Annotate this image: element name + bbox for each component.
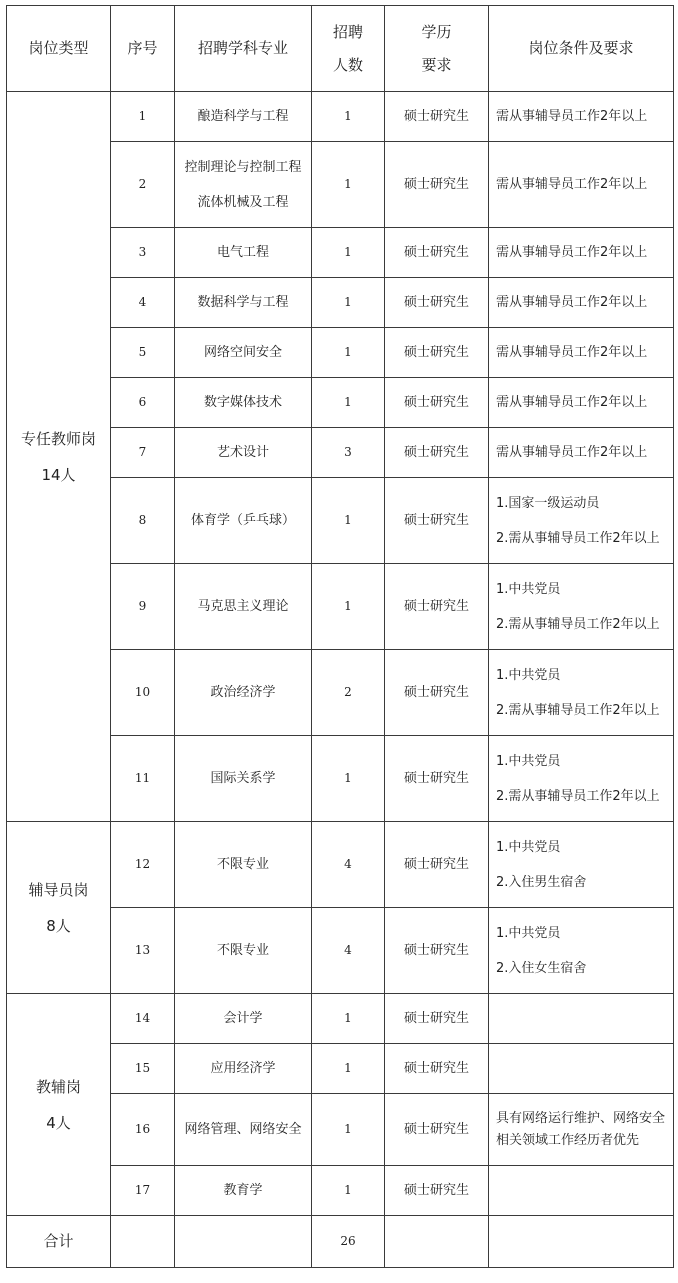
requirement-line: 2.需从事辅导员工作2年以上 (496, 788, 660, 804)
requirement-cell (489, 1094, 674, 1166)
seq-cell: 11 (111, 736, 175, 822)
requirement-line: 2.需从事辅导员工作2年以上 (496, 616, 660, 632)
major-cell (175, 908, 312, 994)
header-row (7, 6, 674, 92)
count-cell: 1 (312, 1094, 385, 1166)
recruitment-table (6, 5, 674, 1268)
requirement-cell (489, 736, 674, 822)
total-seq-empty (111, 1216, 175, 1268)
major-line: 数据科学与工程 (197, 295, 289, 310)
major-cell (175, 994, 312, 1044)
col-header-edu-line1: 学历 (421, 22, 452, 41)
requirement-cell (489, 994, 674, 1044)
total-count: 26 (312, 1216, 385, 1268)
count-cell: 1 (312, 1166, 385, 1216)
total-label: 合计 (7, 1216, 111, 1268)
requirement-cell (489, 908, 674, 994)
requirement-cell (489, 92, 674, 142)
major-cell (175, 822, 312, 908)
seq-cell: 14 (111, 994, 175, 1044)
col-header-count-line1: 招聘 (332, 22, 363, 41)
total-edu-empty (385, 1216, 489, 1268)
major-cell (175, 1094, 312, 1166)
table-row (7, 92, 674, 142)
requirement-cell (489, 278, 674, 328)
requirement-line: 需从事辅导员工作2年以上 (496, 109, 648, 124)
major-line: 马克思主义理论 (197, 599, 289, 614)
requirement-cell (489, 478, 674, 564)
major-line: 流体机械及工程 (197, 194, 289, 210)
seq-cell: 15 (111, 1044, 175, 1094)
table-row (7, 822, 674, 908)
seq-cell: 12 (111, 822, 175, 908)
education-cell: 硕士研究生 (385, 1044, 489, 1094)
requirement-line: 需从事辅导员工作2年以上 (496, 395, 648, 410)
col-header-edu-line2: 要求 (421, 55, 452, 74)
count-cell: 3 (312, 428, 385, 478)
requirement-cell (489, 564, 674, 650)
requirement-cell (489, 328, 674, 378)
col-header-seq: 序号 (111, 6, 175, 92)
count-cell: 1 (312, 92, 385, 142)
requirement-line: 需从事辅导员工作2年以上 (496, 245, 648, 260)
count-cell: 4 (312, 822, 385, 908)
requirement-line: 1.中共党员 (496, 753, 561, 769)
major-cell (175, 92, 312, 142)
education-cell: 硕士研究生 (385, 478, 489, 564)
count-cell: 4 (312, 908, 385, 994)
major-line: 不限专业 (216, 857, 269, 872)
major-line: 控制理论与控制工程 (184, 159, 302, 175)
major-line: 电气工程 (216, 245, 269, 260)
seq-cell: 13 (111, 908, 175, 994)
seq-cell: 7 (111, 428, 175, 478)
position-type-name: 辅导员岗 (28, 880, 89, 899)
seq-cell: 6 (111, 378, 175, 428)
requirement-cell (489, 1166, 674, 1216)
education-cell: 硕士研究生 (385, 908, 489, 994)
education-cell: 硕士研究生 (385, 428, 489, 478)
position-type-count: 8人 (46, 916, 71, 935)
education-cell: 硕士研究生 (385, 328, 489, 378)
major-cell (175, 278, 312, 328)
requirement-line: 需从事辅导员工作2年以上 (496, 345, 648, 360)
education-cell: 硕士研究生 (385, 822, 489, 908)
major-cell (175, 142, 312, 228)
major-cell (175, 428, 312, 478)
major-cell (175, 328, 312, 378)
education-cell: 硕士研究生 (385, 650, 489, 736)
major-line: 网络空间安全 (203, 345, 282, 360)
count-cell: 1 (312, 478, 385, 564)
requirement-line: 具有网络运行维护、网络安全 (496, 1110, 666, 1126)
seq-cell: 8 (111, 478, 175, 564)
seq-cell: 17 (111, 1166, 175, 1216)
col-header-count (312, 6, 385, 92)
count-cell: 1 (312, 228, 385, 278)
requirement-line: 1.中共党员 (496, 667, 561, 683)
education-cell: 硕士研究生 (385, 92, 489, 142)
education-cell: 硕士研究生 (385, 378, 489, 428)
count-cell: 1 (312, 378, 385, 428)
requirement-line: 1.国家一级运动员 (496, 495, 600, 511)
education-cell: 硕士研究生 (385, 1094, 489, 1166)
position-type-cell (7, 92, 111, 822)
total-row (7, 1216, 674, 1268)
col-header-req: 岗位条件及要求 (489, 6, 674, 92)
requirement-line: 需从事辅导员工作2年以上 (496, 295, 648, 310)
position-type-cell (7, 822, 111, 994)
requirement-cell (489, 142, 674, 228)
major-line: 不限专业 (216, 943, 269, 958)
total-major-empty (175, 1216, 312, 1268)
position-type-name: 专任教师岗 (20, 429, 96, 448)
major-line: 教育学 (223, 1183, 263, 1198)
position-type-count: 14人 (41, 465, 76, 484)
major-line: 国际关系学 (210, 771, 276, 786)
major-cell (175, 564, 312, 650)
requirement-line: 需从事辅导员工作2年以上 (496, 177, 648, 192)
requirement-cell (489, 228, 674, 278)
count-cell: 1 (312, 736, 385, 822)
requirement-line: 1.中共党员 (496, 925, 561, 941)
position-type-count: 4人 (46, 1113, 71, 1132)
requirement-line: 1.中共党员 (496, 581, 561, 597)
count-cell: 1 (312, 994, 385, 1044)
major-cell (175, 228, 312, 278)
seq-cell: 1 (111, 92, 175, 142)
major-line: 酿造科学与工程 (197, 109, 289, 124)
education-cell: 硕士研究生 (385, 142, 489, 228)
seq-cell: 4 (111, 278, 175, 328)
total-req-empty (489, 1216, 674, 1268)
col-header-count-line2: 人数 (332, 55, 363, 74)
requirement-line: 相关领域工作经历者优先 (496, 1132, 640, 1148)
major-cell (175, 378, 312, 428)
major-cell (175, 1166, 312, 1216)
requirement-line: 2.需从事辅导员工作2年以上 (496, 702, 660, 718)
education-cell: 硕士研究生 (385, 994, 489, 1044)
count-cell: 1 (312, 564, 385, 650)
position-type-name: 教辅岗 (35, 1077, 81, 1096)
requirement-cell (489, 378, 674, 428)
major-line: 数字媒体技术 (203, 395, 282, 410)
major-line: 会计学 (223, 1011, 263, 1026)
seq-cell: 9 (111, 564, 175, 650)
count-cell: 2 (312, 650, 385, 736)
major-line: 应用经济学 (210, 1061, 276, 1076)
requirement-line: 2.入住女生宿舍 (496, 960, 587, 976)
requirement-cell (489, 428, 674, 478)
requirement-line: 需从事辅导员工作2年以上 (496, 445, 648, 460)
seq-cell: 16 (111, 1094, 175, 1166)
table-row (7, 994, 674, 1044)
requirement-cell (489, 1044, 674, 1094)
major-cell (175, 1044, 312, 1094)
col-header-edu (385, 6, 489, 92)
major-cell (175, 478, 312, 564)
major-line: 政治经济学 (210, 685, 276, 700)
requirement-line: 1.中共党员 (496, 839, 561, 855)
major-cell (175, 650, 312, 736)
seq-cell: 10 (111, 650, 175, 736)
requirement-line: 2.需从事辅导员工作2年以上 (496, 530, 660, 546)
education-cell: 硕士研究生 (385, 278, 489, 328)
col-header-major: 招聘学科专业 (175, 6, 312, 92)
count-cell: 1 (312, 328, 385, 378)
requirement-cell (489, 650, 674, 736)
major-line: 体育学（乒乓球） (190, 513, 295, 528)
education-cell: 硕士研究生 (385, 228, 489, 278)
education-cell: 硕士研究生 (385, 1166, 489, 1216)
requirement-cell (489, 822, 674, 908)
seq-cell: 5 (111, 328, 175, 378)
col-header-type: 岗位类型 (7, 6, 111, 92)
seq-cell: 3 (111, 228, 175, 278)
major-line: 艺术设计 (216, 445, 269, 460)
major-cell (175, 736, 312, 822)
count-cell: 1 (312, 278, 385, 328)
education-cell: 硕士研究生 (385, 736, 489, 822)
major-line: 网络管理、网络安全 (184, 1122, 302, 1137)
position-type-cell (7, 994, 111, 1216)
education-cell: 硕士研究生 (385, 564, 489, 650)
seq-cell: 2 (111, 142, 175, 228)
requirement-line: 2.入住男生宿舍 (496, 874, 587, 890)
count-cell: 1 (312, 142, 385, 228)
count-cell: 1 (312, 1044, 385, 1094)
